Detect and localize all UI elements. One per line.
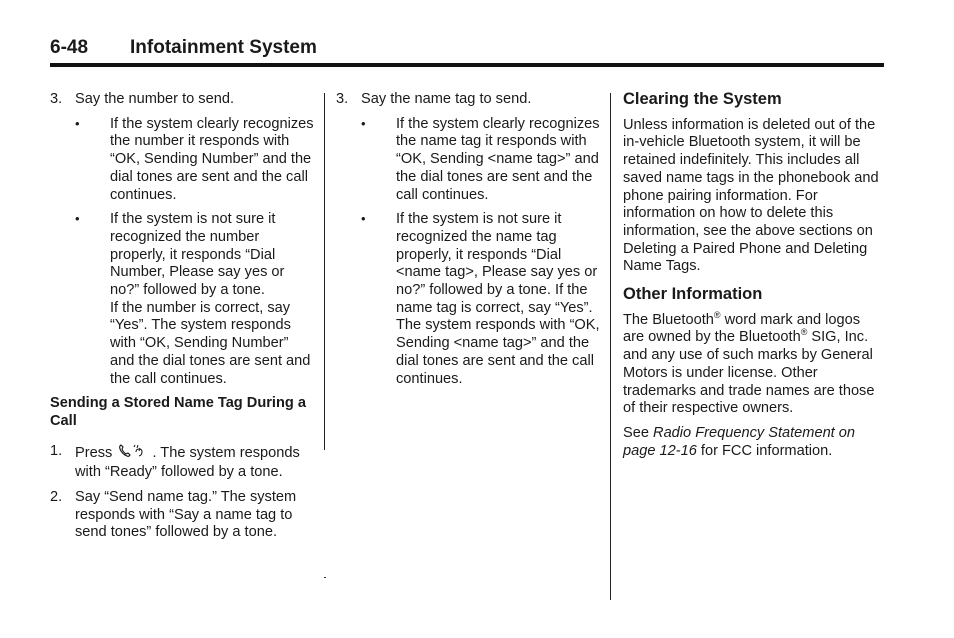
bullet-item: • If the system is not sure it recognized the name tag properly, it responds “Dial <name tag>, Please say yes or no?” followed by a tone. If the name tag is correct, say “Yes”. The system responds with “OK, Sending <name tag>” and the dial tones are sent and the call continues. [361,211,600,387]
page-number: 6-48 [50,37,89,58]
phone-icon [118,443,146,459]
step-3: 3. Say the name tag to send. [336,91,532,107]
bullet-dot: • [75,115,80,131]
bullet-dot: • [75,211,80,227]
paragraph: See Radio Frequency Statement on page 12-16 for FCC information. [623,424,856,459]
section-heading: Other Information [623,285,763,304]
header-rule [50,63,884,67]
cross-reference: Radio Frequency Statement on page 12-16 [623,424,856,459]
column-3 [623,91,885,467]
registered-mark: ® [800,327,808,338]
page-header [50,37,884,65]
registered-mark: ® [713,309,721,320]
page-title: Infotainment System [130,37,317,58]
paragraph: The Bluetooth® word mark and logos are owned by the Bluetooth® SIG, Inc. and any use of such marks by General Motors is under license. Other trademarks and trade names are those of their respective owners. [623,309,875,417]
bullet-item: • If the system clearly recognizes the number it responds with “OK, Sending Number” and the dial tones are sent and the call continues. [75,115,314,203]
subheading: Sending a Stored Name Tag During a Call [50,395,306,429]
column-divider [324,93,325,450]
phone-voice-icons [118,443,146,465]
step-text: Say the number to send. [75,91,235,107]
column-1 [50,91,316,549]
column-divider [610,93,611,600]
divider-mark [324,577,326,578]
bullet-dot: • [361,115,366,131]
column-2 [336,91,602,395]
paragraph: Unless information is deleted out of the in-vehicle Bluetooth system, it will be retained indefinitely. This includes all saved name tags in the phonebook and phone pairing information. For information on how to delete this information, see the above sections on Deleting a Paired Phone and Deleting Name Tags. [623,116,879,275]
step-3: 3. Say the number to send. [50,91,235,107]
step-2: 2. Say “Send name tag.” The system responds with “Say a name tag to send tones” followed by a tone. [50,489,297,541]
bullet-dot: • [361,211,366,227]
step-1: 1. Press . The system responds with “Ready” followed by a tone. [50,442,300,481]
section-heading: Clearing the System [623,90,782,108]
bullet-item: • If the system clearly recognizes the name tag it responds with “OK, Sending <name tag>” and the dial tones are sent and the call continues. [361,115,600,203]
bullet-item: • If the system is not sure it recognized the number properly, it responds “Dial Number, Please say yes or no?” followed by a tone. If the number is correct, say “Yes”. The system responds with “OK, Sending Number” and the dial tones are sent and the call continues. [75,211,311,387]
